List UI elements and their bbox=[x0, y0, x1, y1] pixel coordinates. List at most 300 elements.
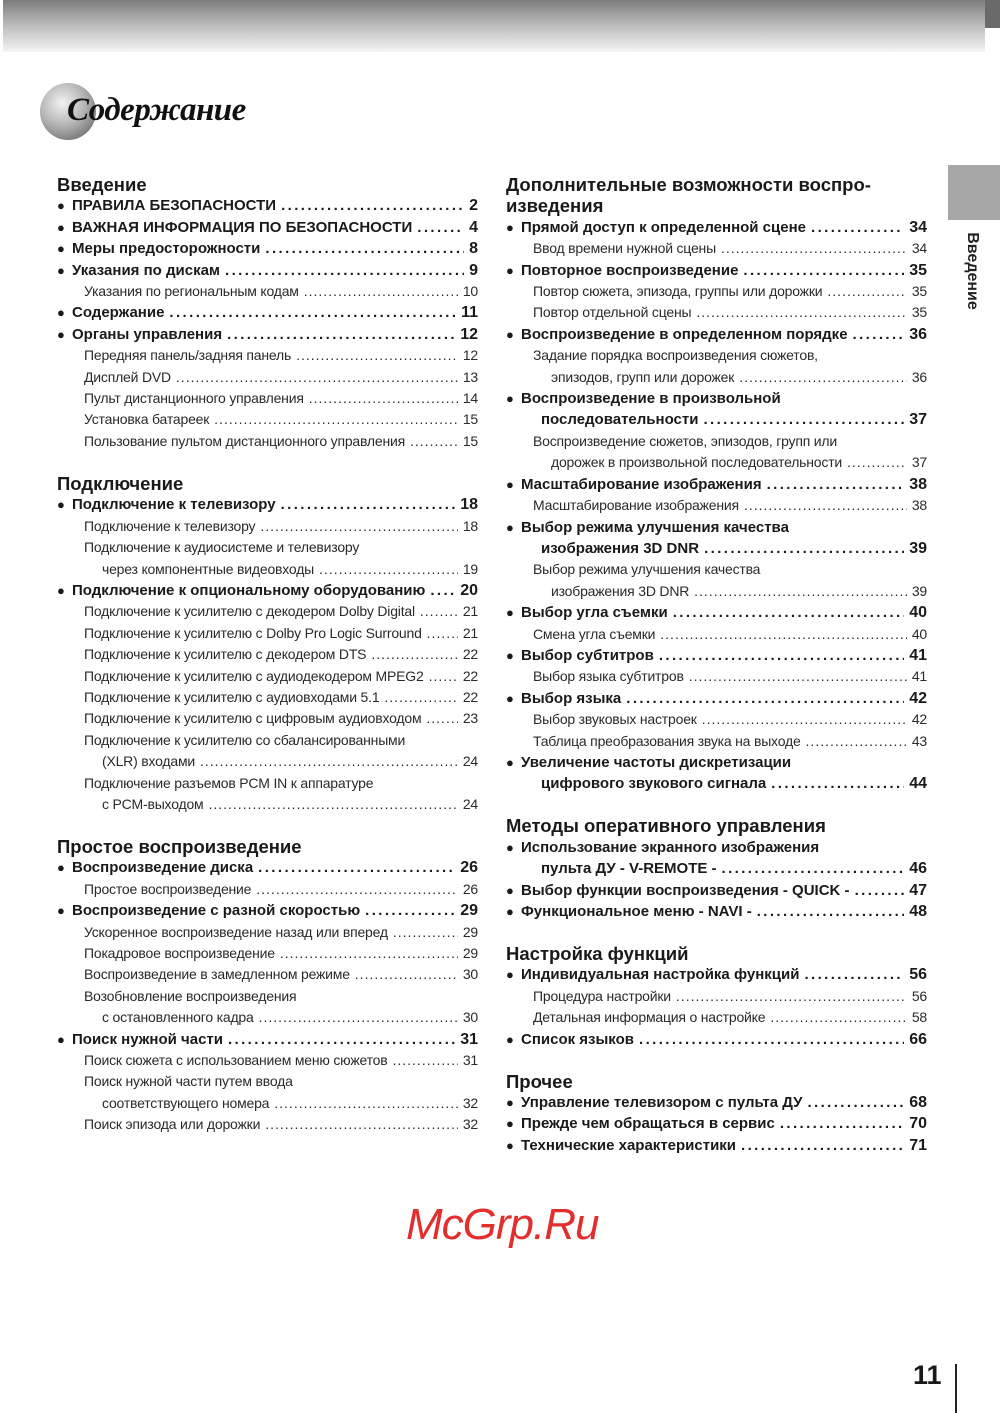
toc-entry[interactable] bbox=[506, 367, 927, 388]
toc-entry[interactable] bbox=[57, 943, 478, 964]
toc-entry[interactable] bbox=[506, 302, 927, 323]
toc-entry[interactable] bbox=[57, 857, 478, 878]
toc-entry[interactable] bbox=[506, 858, 927, 879]
toc-entry-page: 39 bbox=[909, 539, 927, 557]
toc-entry-label: изображения 3D DNR bbox=[541, 539, 700, 557]
toc-entry-label: Таблица преобразования звука на выходе bbox=[533, 732, 801, 749]
toc-entry-label: Подключение к усилителю с декодером DTS bbox=[84, 646, 367, 663]
dot-leader bbox=[853, 324, 905, 345]
toc-entry[interactable] bbox=[57, 794, 478, 815]
dot-leader bbox=[804, 964, 904, 985]
toc-entry-label: Подключение разъемов PCM IN к аппаратуре bbox=[84, 774, 374, 791]
toc-entry-label: Простое воспроизведение bbox=[57, 835, 302, 857]
toc-entry[interactable] bbox=[57, 773, 478, 794]
toc-entry[interactable] bbox=[57, 580, 478, 601]
toc-entry-page: 58 bbox=[911, 1009, 927, 1026]
toc-entry-label: Подключение к усилителю с декодером Dolby Digital bbox=[84, 603, 415, 620]
toc-entry-label: Повторное воспроизведение bbox=[521, 261, 739, 279]
dot-leader bbox=[696, 302, 906, 323]
toc-entry-page: 36 bbox=[909, 325, 927, 343]
toc-entry-label: Управление телевизором с пульта ДУ bbox=[521, 1094, 803, 1112]
toc-entry-label: Введение bbox=[57, 174, 147, 195]
toc-entry-page: 32 bbox=[462, 1116, 478, 1133]
toc-entry-label: Подключение к телевизору bbox=[72, 496, 276, 514]
bullet-icon: ● bbox=[57, 219, 65, 235]
toc-entry-label: Меры предосторожности bbox=[72, 240, 261, 258]
dot-leader bbox=[410, 431, 458, 452]
toc-entry[interactable] bbox=[57, 751, 478, 772]
toc-entry[interactable] bbox=[57, 324, 478, 345]
dot-leader bbox=[200, 751, 458, 772]
toc-entry-label: Поиск нужной части bbox=[72, 1030, 223, 1048]
dot-leader bbox=[767, 474, 905, 495]
spacer bbox=[506, 1050, 927, 1071]
toc-entry-page: 9 bbox=[469, 261, 478, 279]
section-tab-label: Введение bbox=[964, 232, 981, 310]
bullet-icon: ● bbox=[57, 582, 65, 598]
dot-leader bbox=[722, 858, 905, 879]
toc-entry[interactable] bbox=[506, 517, 927, 538]
dot-leader bbox=[304, 281, 458, 302]
dot-leader bbox=[256, 879, 458, 900]
toc-entry[interactable] bbox=[506, 1029, 927, 1050]
toc-entry[interactable] bbox=[506, 1007, 927, 1028]
toc-entry[interactable] bbox=[506, 986, 927, 1007]
toc-entry-page: 37 bbox=[911, 454, 927, 471]
toc-entry-label: соответствующего номера bbox=[102, 1094, 270, 1111]
toc-entry-page: 71 bbox=[909, 1136, 927, 1154]
dot-leader bbox=[169, 302, 456, 323]
dot-leader bbox=[702, 709, 907, 730]
toc-entry[interactable] bbox=[57, 537, 478, 558]
toc-entry[interactable] bbox=[506, 260, 927, 281]
dot-leader bbox=[429, 666, 458, 687]
dot-leader bbox=[827, 281, 906, 302]
toc-entry-page: 38 bbox=[911, 497, 927, 514]
toc-entry-label: Дисплей DVD bbox=[84, 368, 171, 385]
dot-leader bbox=[214, 409, 458, 430]
toc-entry-label: Подключение bbox=[57, 472, 184, 494]
bullet-icon: ● bbox=[506, 839, 514, 855]
dot-leader bbox=[426, 708, 457, 729]
toc-entry[interactable] bbox=[57, 367, 478, 388]
toc-entry[interactable] bbox=[506, 688, 927, 709]
toc-entry[interactable] bbox=[506, 645, 927, 666]
bullet-icon: ● bbox=[57, 903, 65, 919]
toc-entry-page: 36 bbox=[911, 368, 927, 385]
toc-entry-page: 4 bbox=[469, 218, 478, 236]
toc-entry-label: эпизодов, групп или дорожек bbox=[551, 368, 735, 385]
toc-entry[interactable] bbox=[57, 900, 478, 921]
toc-entry-label: Подключение к усилителю с аудиовходами 5.1 bbox=[84, 688, 380, 705]
toc-entry-page: 35 bbox=[911, 304, 927, 321]
dot-leader bbox=[847, 452, 907, 473]
toc-entry-label: Повтор отдельной сцены bbox=[533, 304, 692, 321]
toc-entry[interactable] bbox=[506, 1092, 927, 1113]
toc-entry[interactable] bbox=[57, 260, 478, 281]
toc-entry-label: Пульт дистанционного управления bbox=[84, 390, 304, 407]
bullet-icon: ● bbox=[57, 326, 65, 342]
toc-entry-label: Дополнительные возможности воспро- bbox=[506, 174, 871, 195]
toc-entry[interactable] bbox=[57, 494, 478, 515]
toc-entry[interactable] bbox=[57, 986, 478, 1007]
toc-entry-label: (XLR) входами bbox=[102, 753, 196, 770]
toc-entry-page: 2 bbox=[469, 197, 478, 215]
toc-entry-label: Воспроизведение диска bbox=[72, 859, 254, 877]
toc-entry-page: 47 bbox=[909, 881, 927, 899]
toc-entry[interactable] bbox=[506, 345, 927, 366]
toc-entry[interactable] bbox=[57, 964, 478, 985]
toc-entry-page: 31 bbox=[460, 1030, 478, 1048]
section-heading bbox=[506, 195, 927, 216]
toc-entry-label: Указания по региональным кодам bbox=[84, 283, 299, 300]
dot-leader bbox=[689, 666, 907, 687]
toc-entry-page: 35 bbox=[909, 261, 927, 279]
toc-entry[interactable] bbox=[57, 559, 478, 580]
dot-leader bbox=[259, 1007, 458, 1028]
bullet-icon: ● bbox=[506, 605, 514, 621]
dot-leader bbox=[704, 538, 904, 559]
toc-entry-label: Пользование пультом дистанционного управления bbox=[84, 432, 406, 449]
toc-entry[interactable] bbox=[57, 730, 478, 751]
toc-entry-label: Прежде чем обращаться в сервис bbox=[521, 1115, 775, 1133]
section-heading bbox=[506, 1071, 927, 1092]
toc-entry[interactable] bbox=[506, 964, 927, 985]
bullet-icon: ● bbox=[506, 690, 514, 706]
dot-leader bbox=[309, 388, 458, 409]
toc-entry[interactable] bbox=[506, 1135, 927, 1156]
toc-entry-label: Задание порядка воспроизведения сюжетов, bbox=[533, 347, 818, 364]
toc-entry-page: 21 bbox=[462, 624, 478, 641]
toc-entry[interactable] bbox=[506, 452, 927, 473]
dot-leader bbox=[417, 217, 464, 238]
toc-entry-page: 38 bbox=[909, 475, 927, 493]
toc-entry[interactable] bbox=[506, 474, 927, 495]
toc-entry[interactable] bbox=[506, 324, 927, 345]
spacer bbox=[506, 922, 927, 943]
bullet-icon: ● bbox=[57, 262, 65, 278]
toc-entry-page: 30 bbox=[462, 1009, 478, 1026]
dot-leader bbox=[208, 794, 457, 815]
section-heading bbox=[506, 174, 927, 195]
toc-entry-page: 32 bbox=[462, 1094, 478, 1111]
toc-entry[interactable] bbox=[57, 195, 478, 216]
toc-entry[interactable] bbox=[506, 538, 927, 559]
toc-entry[interactable] bbox=[57, 409, 478, 430]
bullet-icon: ● bbox=[57, 241, 65, 257]
toc-entry-label: Масштабирование изображения bbox=[533, 497, 739, 514]
toc-entry-page: 70 bbox=[909, 1115, 927, 1133]
dot-leader bbox=[739, 367, 907, 388]
toc-entry[interactable] bbox=[506, 666, 927, 687]
toc-entry-page: 20 bbox=[460, 581, 478, 599]
dot-leader bbox=[228, 1029, 455, 1050]
bullet-icon: ● bbox=[506, 1095, 514, 1111]
dot-leader bbox=[281, 195, 464, 216]
dot-leader bbox=[639, 1029, 904, 1050]
dot-leader bbox=[743, 260, 904, 281]
toc-entry[interactable] bbox=[506, 602, 927, 623]
dot-leader bbox=[770, 1007, 906, 1028]
toc-entry-page: 26 bbox=[460, 859, 478, 877]
toc-entry[interactable] bbox=[506, 559, 927, 580]
toc-entry[interactable] bbox=[57, 431, 478, 452]
dot-leader bbox=[660, 624, 907, 645]
header-gradient-band bbox=[3, 0, 985, 52]
dot-leader bbox=[296, 345, 458, 366]
toc-entry-label: Выбор звуковых настроек bbox=[533, 711, 697, 728]
toc-entry-page: 15 bbox=[462, 432, 478, 449]
dot-leader bbox=[319, 559, 458, 580]
toc-entry[interactable] bbox=[506, 624, 927, 645]
toc-entry-page: 42 bbox=[911, 711, 927, 728]
toc-entry-label: Выбор языка субтитров bbox=[533, 668, 684, 685]
toc-entry-page: 34 bbox=[911, 240, 927, 257]
dot-leader bbox=[626, 688, 904, 709]
toc-entry-page: 39 bbox=[911, 582, 927, 599]
dot-leader bbox=[430, 580, 455, 601]
dot-leader bbox=[673, 602, 904, 623]
toc-entry-label: пульта ДУ - V-REMOTE - bbox=[541, 860, 717, 878]
toc-entry-label: через компонентные видеовходы bbox=[102, 560, 315, 577]
toc-entry-label: Детальная информация о настройке bbox=[533, 1009, 766, 1026]
toc-entry-label: Выбор режима улучшения качества bbox=[533, 561, 761, 578]
toc-entry[interactable] bbox=[57, 1093, 478, 1114]
toc-column-left bbox=[57, 174, 478, 1136]
toc-entry-label: Поиск эпизода или дорожки bbox=[84, 1116, 261, 1133]
toc-entry-label: Передняя панель/задняя панель bbox=[84, 347, 292, 364]
toc-entry-page: 66 bbox=[909, 1030, 927, 1048]
section-heading bbox=[57, 174, 478, 195]
toc-entry-label: Органы управления bbox=[72, 325, 223, 343]
toc-entry[interactable] bbox=[506, 281, 927, 302]
watermark: McGrp.Ru bbox=[406, 1200, 599, 1249]
toc-entry-page: 29 bbox=[460, 902, 478, 920]
toc-entry[interactable] bbox=[57, 1007, 478, 1028]
page-title: Содержание bbox=[67, 92, 246, 128]
toc-entry-page: 56 bbox=[909, 966, 927, 984]
toc-entry-page: 40 bbox=[911, 625, 927, 642]
bullet-icon: ● bbox=[506, 1137, 514, 1153]
toc-entry-page: 30 bbox=[462, 966, 478, 983]
toc-entry[interactable] bbox=[506, 731, 927, 752]
toc-entry-label: последовательности bbox=[541, 411, 699, 429]
bullet-icon: ● bbox=[506, 754, 514, 770]
toc-entry-label: Подключение к опциональному оборудованию bbox=[72, 581, 426, 599]
toc-entry-page: 12 bbox=[462, 347, 478, 364]
toc-entry-label: Настройка функций bbox=[506, 943, 689, 964]
toc-entry-label: Подключение к аудиосистеме и телевизору bbox=[84, 539, 360, 556]
toc-entry-label: Подключение к усилителю с цифровым аудиовходом bbox=[84, 710, 422, 727]
toc-entry-label: Прямой доступ к определенной сцене bbox=[521, 218, 806, 236]
dot-leader bbox=[420, 601, 458, 622]
dot-leader bbox=[807, 1092, 904, 1113]
toc-entry-label: Установка батареек bbox=[84, 411, 210, 428]
dot-leader bbox=[811, 217, 904, 238]
toc-entry-page: 56 bbox=[911, 987, 927, 1004]
dot-leader bbox=[780, 1113, 904, 1134]
toc-entry-label: Воспроизведение с разной скоростью bbox=[72, 902, 361, 920]
toc-entry[interactable] bbox=[506, 388, 927, 409]
toc-entry-page: 34 bbox=[909, 218, 927, 236]
toc-entry[interactable] bbox=[506, 495, 927, 516]
toc-entry-label: с PCM-выходом bbox=[102, 795, 204, 812]
toc-entry-page: 40 bbox=[909, 604, 927, 622]
toc-entry[interactable] bbox=[506, 238, 927, 259]
toc-entry-page: 18 bbox=[460, 496, 478, 514]
dot-leader bbox=[676, 986, 907, 1007]
toc-entry-label: Поиск нужной части путем ввода bbox=[84, 1073, 293, 1090]
toc-entry-page: 26 bbox=[462, 880, 478, 897]
bullet-icon: ● bbox=[506, 904, 514, 919]
toc-entry-label: Использование экранного изображения bbox=[521, 838, 820, 856]
dot-leader bbox=[427, 623, 458, 644]
dot-leader bbox=[371, 644, 458, 665]
bullet-icon: ● bbox=[506, 219, 514, 235]
bullet-icon: ● bbox=[506, 1116, 514, 1132]
toc-entry-page: 29 bbox=[462, 945, 478, 961]
toc-entry-page: 42 bbox=[909, 689, 927, 707]
toc-entry-label: Ввод времени нужной сцены bbox=[533, 240, 716, 257]
toc-entry-label: Выбор субтитров bbox=[521, 646, 654, 664]
toc-entry-label: Процедура настройки bbox=[533, 987, 671, 1004]
dot-leader bbox=[703, 409, 904, 430]
toc-entry-page: 44 bbox=[909, 775, 927, 793]
toc-entry[interactable] bbox=[57, 708, 478, 729]
toc-entry[interactable] bbox=[57, 388, 478, 409]
toc-entry[interactable] bbox=[57, 1029, 478, 1050]
toc-entry-page: 46 bbox=[909, 860, 927, 878]
section-heading bbox=[57, 836, 478, 857]
toc-entry-page: 29 bbox=[462, 923, 478, 940]
toc-entry-label: дорожек в произвольной последовательности bbox=[551, 454, 843, 471]
toc-entry-page: 31 bbox=[462, 1052, 478, 1069]
spacer bbox=[57, 452, 478, 473]
toc-entry-page: 43 bbox=[911, 732, 927, 749]
dot-leader bbox=[806, 731, 907, 752]
toc-entry[interactable] bbox=[57, 687, 478, 708]
toc-entry-label: Воспроизведение сюжетов, эпизодов, групп или bbox=[533, 432, 837, 449]
toc-column-right bbox=[506, 174, 927, 1156]
toc-entry-page: 24 bbox=[462, 753, 478, 770]
toc-entry[interactable] bbox=[57, 922, 478, 943]
toc-entry-label: Воспроизведение в определенном порядке bbox=[521, 325, 848, 343]
toc-entry[interactable] bbox=[57, 217, 478, 238]
dot-leader bbox=[227, 324, 455, 345]
toc-entry-page: 10 bbox=[462, 283, 478, 300]
bullet-icon: ● bbox=[57, 497, 65, 513]
toc-entry-label: Подключение к усилителю с Dolby Pro Logic Surround bbox=[84, 624, 422, 641]
dot-leader bbox=[355, 964, 458, 985]
dot-leader bbox=[757, 901, 904, 922]
bullet-icon: ● bbox=[506, 647, 514, 663]
toc-entry-page: 37 bbox=[909, 411, 927, 429]
bullet-icon: ● bbox=[506, 262, 514, 278]
dot-leader bbox=[855, 880, 905, 901]
toc-entry[interactable] bbox=[506, 217, 927, 238]
toc-entry-label: Поиск сюжета с использованием меню сюжетов bbox=[84, 1052, 388, 1069]
dot-leader bbox=[281, 494, 456, 515]
toc-entry[interactable] bbox=[506, 773, 927, 794]
dot-leader bbox=[265, 1114, 458, 1135]
toc-entry-page: 22 bbox=[462, 688, 478, 705]
toc-entry[interactable] bbox=[57, 644, 478, 665]
toc-entry-page: 41 bbox=[911, 668, 927, 685]
toc-entry[interactable] bbox=[57, 302, 478, 323]
toc-entry[interactable] bbox=[57, 1071, 478, 1092]
dot-leader bbox=[258, 857, 455, 878]
toc-entry[interactable] bbox=[506, 880, 927, 901]
bullet-icon: ● bbox=[57, 1031, 65, 1047]
bullet-icon: ● bbox=[506, 326, 514, 342]
bullet-icon: ● bbox=[506, 476, 514, 492]
toc-entry[interactable] bbox=[506, 431, 927, 452]
toc-entry-label: Список языков bbox=[521, 1030, 635, 1048]
toc-entry-page: 68 bbox=[909, 1094, 927, 1112]
toc-entry[interactable] bbox=[57, 879, 478, 900]
toc-entry[interactable] bbox=[506, 837, 927, 858]
toc-entry-label: Подключение к усилителю со сбалансированными bbox=[84, 731, 406, 748]
dot-leader bbox=[260, 516, 457, 537]
toc-entry-page: 23 bbox=[462, 710, 478, 727]
dot-leader bbox=[176, 367, 458, 388]
toc-entry[interactable] bbox=[57, 281, 478, 302]
toc-entry-label: цифрового звукового сигнала bbox=[541, 775, 767, 793]
toc-entry[interactable] bbox=[57, 516, 478, 537]
toc-entry-label: Методы оперативного управления bbox=[506, 815, 826, 837]
toc-entry[interactable] bbox=[57, 238, 478, 259]
toc-entry-page: 21 bbox=[462, 603, 478, 620]
toc-entry-page: 22 bbox=[462, 646, 478, 663]
toc-entry-label: Повтор сюжета, эпизода, группы или дорожки bbox=[533, 283, 823, 300]
bullet-icon: ● bbox=[57, 305, 65, 321]
toc-entry[interactable] bbox=[506, 581, 927, 602]
toc-entry-label: Выбор функции воспроизведения - QUICK - bbox=[521, 881, 850, 899]
toc-entry[interactable] bbox=[57, 601, 478, 622]
toc-entry[interactable] bbox=[57, 1114, 478, 1135]
dot-leader bbox=[274, 1093, 458, 1114]
toc-entry-page: 22 bbox=[462, 667, 478, 684]
toc-entry[interactable] bbox=[57, 1050, 478, 1071]
dot-leader bbox=[721, 238, 907, 259]
toc-entry-page: 11 bbox=[461, 304, 478, 322]
toc-entry[interactable] bbox=[506, 409, 927, 430]
toc-entry[interactable] bbox=[57, 666, 478, 687]
page-number: 11 bbox=[913, 1360, 942, 1390]
toc-entry[interactable] bbox=[506, 752, 927, 773]
toc-entry[interactable] bbox=[506, 1113, 927, 1134]
toc-entry[interactable] bbox=[506, 709, 927, 730]
page-number-divider bbox=[955, 1364, 957, 1413]
toc-entry-label: Индивидуальная настройка функций bbox=[521, 966, 800, 984]
toc-entry-label: изведения bbox=[506, 195, 604, 217]
bullet-icon: ● bbox=[506, 1031, 514, 1047]
bullet-icon: ● bbox=[506, 519, 514, 535]
toc-entry-page: 18 bbox=[462, 517, 478, 534]
toc-entry-label: Простое воспроизведение bbox=[84, 880, 252, 897]
dot-leader bbox=[280, 943, 458, 964]
dot-leader bbox=[265, 238, 464, 259]
section-heading bbox=[506, 943, 927, 964]
toc-entry-page: 14 bbox=[462, 390, 478, 407]
toc-entry[interactable] bbox=[57, 345, 478, 366]
toc-entry[interactable] bbox=[506, 901, 927, 922]
section-heading bbox=[506, 815, 927, 836]
dot-leader bbox=[744, 495, 907, 516]
bullet-icon: ● bbox=[506, 967, 514, 983]
toc-entry-label: Прочее bbox=[506, 1070, 573, 1092]
toc-entry[interactable] bbox=[57, 623, 478, 644]
